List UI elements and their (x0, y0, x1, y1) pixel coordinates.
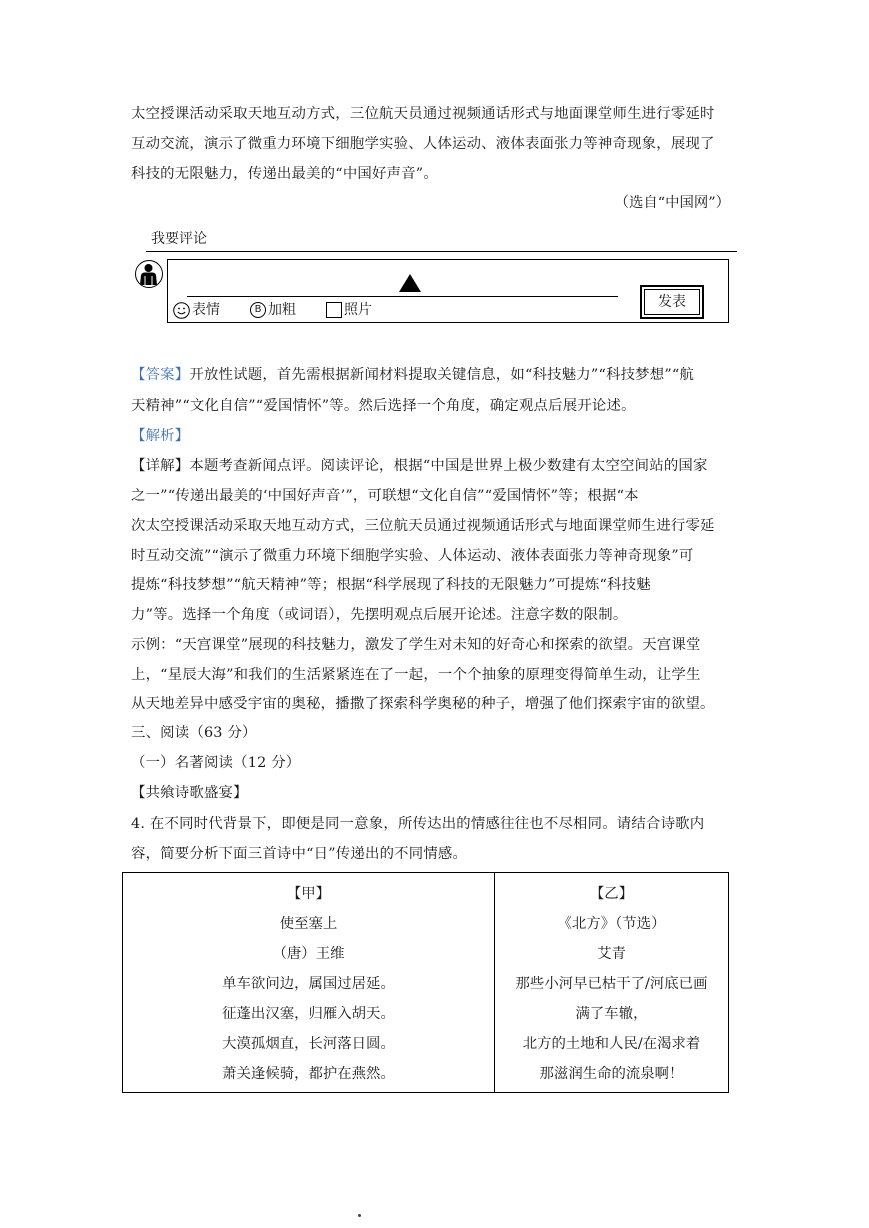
example-line: 上，“星辰大海”和我们的生活紧紧连在了一起，一个个抽象的原理变得简单生动，让学生 (131, 667, 701, 683)
poem-a-line: 萧关逢候骑，都护在燕然。 (222, 1066, 395, 1082)
photo-checkbox-icon (326, 302, 342, 318)
intro-line: 太空授课活动采取天地互动方式，三位航天员通过视频通话形式与地面课堂师生进行零延时 (131, 106, 715, 122)
poem-b-line: 北方的土地和人民/在渴求着 (522, 1036, 701, 1052)
poem-b-line: 满了车辙， (575, 1006, 648, 1022)
section-heading: 三、阅读（63 分） (131, 725, 257, 741)
poetry-heading: 【共飨诗歌盛宴】 (131, 785, 248, 801)
detail-line: 时互动交流”“演示了微重力环境下细胞学实验、人体运动、液体表面张力等神奇现象”可 (131, 548, 694, 564)
photo-tool[interactable] (326, 300, 372, 320)
poem-b-title: 《北方》（节选） (557, 916, 666, 932)
bold-icon: B (250, 302, 266, 318)
poem-a-line: 单车欲问边，属国过居延。 (222, 976, 395, 992)
poem-a-author: （唐）王维 (272, 946, 345, 962)
smiley-icon (173, 302, 190, 319)
poems-table (122, 872, 729, 1093)
poem-b-line: 那滋润生命的流泉啊！ (539, 1066, 684, 1082)
question-line: 4. 在不同时代背景下，即便是同一意象，所传达出的情感往往也不尽相同。请结合诗歌内 (131, 816, 705, 832)
bold-label: 加粗 (268, 302, 296, 318)
poem-b-line: 那些小河早已枯干了/河底已画 (515, 976, 708, 992)
example-line: 示例：“天宫课堂”展现的科技魅力，激发了学生对未知的好奇心和探索的欲望。天宫课堂 (131, 637, 701, 653)
poem-b-label: 【乙】 (589, 886, 634, 902)
bold-tool[interactable] (250, 300, 296, 320)
poem-a-title: 使至塞上 (279, 916, 338, 932)
example-line: 从天地差异中感受宇宙的奥秘，播撒了探索科学奥秘的种子，增强了他们探索宇宙的欲望。 (131, 696, 715, 712)
detail-line: 次太空授课活动采取天地互动方式，三位航天员通过视频通话形式与地面课堂师生进行零延 (131, 518, 715, 534)
detail-line: 【详解】本题考查新闻点评。阅读评论，根据“中国是世界上极少数建有太空空间站的国家 (131, 458, 708, 474)
submit-label: 发表 (644, 289, 700, 315)
poem-a-line: 征蓬出汉塞，归雁入胡天。 (222, 1006, 395, 1022)
poem-a-label: 【甲】 (286, 886, 331, 902)
page-dot (358, 1214, 361, 1217)
answer-text: 开放性试题，首先需根据新闻材料提取关键信息，如“科技魅力”“科技梦想”“航 (189, 367, 695, 383)
source-citation: （选自“中国网”） (614, 195, 730, 211)
poem-b-column (495, 879, 728, 1089)
answer-line: 天精神”“文化自信”“爱国情怀”等。然后选择一个角度，确定观点后展开论述。 (131, 398, 636, 414)
poem-a-line: 大漠孤烟直，长河落日圆。 (222, 1036, 395, 1052)
detail-line: 力”等。选择一个角度（或词语），先摆明观点后展开论述。注意字数的限制。 (131, 607, 628, 623)
comment-divider (146, 251, 737, 252)
emoji-tool[interactable] (173, 300, 220, 320)
question-line: 容，简要分析下面三首诗中“日”传递出的不同情感。 (131, 846, 468, 862)
poem-a-column (123, 879, 494, 1089)
intro-line: 互动交流，演示了微重力环境下细胞学实验、人体运动、液体表面张力等神奇现象，展现了 (131, 136, 715, 152)
comment-input-line[interactable] (187, 296, 618, 297)
detail-line: 之一”“传递出最美的‘中国好声音’”，可联想“文化自信”“爱国情怀”等；根据“本 (131, 488, 639, 504)
detail-line: 提炼“科技梦想”“航天精神”等；根据“科学展现了科技的无限魅力”可提炼“科技魅 (131, 577, 651, 593)
subsection-heading: （一）名著阅读（12 分） (131, 755, 301, 771)
user-avatar-icon (135, 260, 163, 288)
poem-b-author: 艾青 (597, 946, 626, 962)
emoji-label: 表情 (192, 302, 220, 318)
analysis-tag: 【解析】 (131, 428, 190, 444)
intro-line: 科技的无限魅力，传递出最美的“中国好声音”。 (131, 166, 438, 182)
photo-label: 照片 (344, 302, 372, 318)
submit-button[interactable] (640, 285, 704, 319)
triangle-placeholder-icon (399, 274, 421, 292)
answer-tag: 【答案】 (131, 367, 190, 383)
answer-line (131, 365, 694, 385)
comment-title: 我要评论 (151, 231, 207, 247)
